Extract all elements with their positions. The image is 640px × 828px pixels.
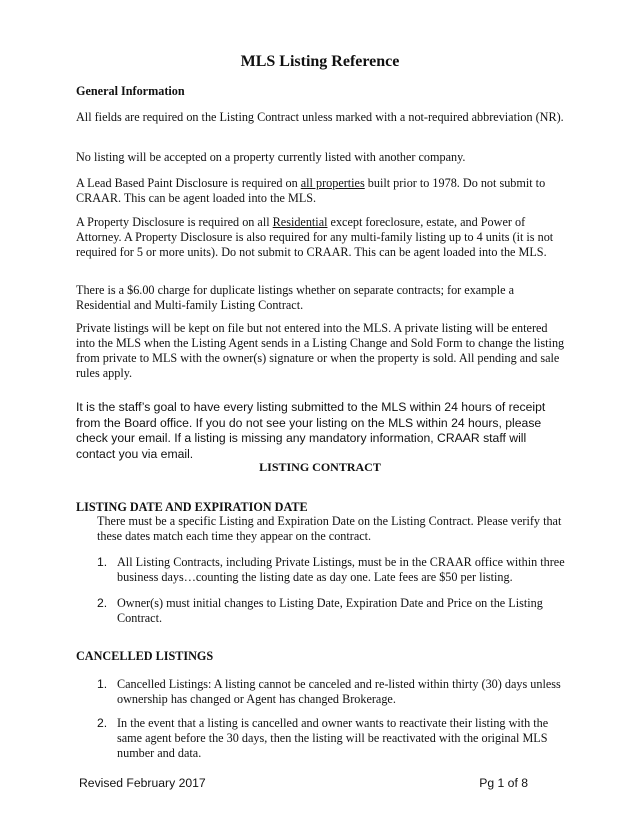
general-paragraph-staff-goal: It is the staff’s goal to have every listing submitted to the MLS within 24 hours of receipt from the Board office. If you do not see your listing on the MLS within 24 hours, please check your email. If a listing is missing any mandatory information, CRAAR staff will contact you via email. (76, 400, 546, 461)
list-item-text: Cancelled Listings: A listing cannot be canceled and re-listed within thirty (30) days unless ownership has changed or Agent has changed Brokerage. (117, 677, 561, 706)
lead-paint-underlined: all properties (300, 176, 365, 190)
list-item-number: 1. (97, 555, 108, 569)
general-paragraph-required-fields: All fields are required on the Listing Contract unless marked with a not-required abbreviation (NR). (76, 110, 564, 124)
list-item-text: Owner(s) must initial changes to Listing Date, Expiration Date and Price on the Listing Contract. (117, 596, 543, 625)
list-item-number: 2. (97, 716, 108, 730)
list-item-text: All Listing Contracts, including Private Listings, must be in the CRAAR office within three business days…counting the listing date as day one. Late fees are $50 per listing. (117, 555, 565, 584)
general-paragraph-property-disclosure (76, 215, 568, 260)
list-item (97, 716, 567, 761)
listing-date-heading: LISTING DATE AND EXPIRATION DATE (76, 500, 308, 514)
general-information-heading: General Information (76, 84, 185, 98)
footer-page-number: Pg 1 of 8 (479, 776, 528, 790)
list-item (97, 596, 567, 626)
listing-contract-heading: LISTING CONTRACT (259, 460, 381, 474)
page-title: MLS Listing Reference (240, 53, 400, 70)
list-item-number: 2. (97, 596, 108, 610)
lead-paint-text-pre: A Lead Based Paint Disclosure is required on (76, 176, 301, 190)
listing-date-text: There must be a specific Listing and Expiration Date on the Listing Contract. Please verify that these dates match each time they appear on the contract. (97, 514, 562, 543)
footer-revised-date: Revised February 2017 (79, 776, 206, 790)
general-paragraph-private-listings: Private listings will be kept on file but not entered into the MLS. A private listing will be entered into the MLS when the Listing Agent sends in a Listing Change and Sold Form to change the listing from private to MLS with the owner(s) signature or when the property is sold. All pending and sale rules apply. (76, 321, 565, 380)
general-paragraph-duplicate-charge: There is a $6.00 charge for duplicate listings whether on separate contracts; for example a Residential and Multi-family Listing Contract. (76, 283, 515, 312)
property-disclosure-text-pre: A Property Disclosure is required on all (76, 215, 273, 229)
list-item-text: In the event that a listing is cancelled and owner wants to reactivate their listing with the same agent before the 30 days, then the listing will be reactivated with the original MLS number and data. (117, 716, 549, 760)
general-paragraph-lead-paint (76, 176, 568, 206)
property-disclosure-text-post: except foreclosure, estate, and Power of Attorney. A Property Disclosure is also required for any multi-family listing up to 4 units (it is not required for 5 or more units). Do not submit to CRAAR. This can be agent loaded into the MLS. (76, 215, 554, 259)
cancelled-listings-heading: CANCELLED LISTINGS (76, 649, 214, 663)
general-paragraph-no-duplicate-company: No listing will be accepted on a property currently listed with another company. (76, 150, 466, 164)
list-item (97, 677, 567, 707)
lead-paint-text-post: built prior to 1978. Do not submit to CRAAR. This can be agent loaded into the MLS. (76, 176, 546, 205)
list-item (97, 555, 567, 585)
list-item-number: 1. (97, 677, 108, 691)
property-disclosure-underlined: Residential (272, 215, 328, 229)
